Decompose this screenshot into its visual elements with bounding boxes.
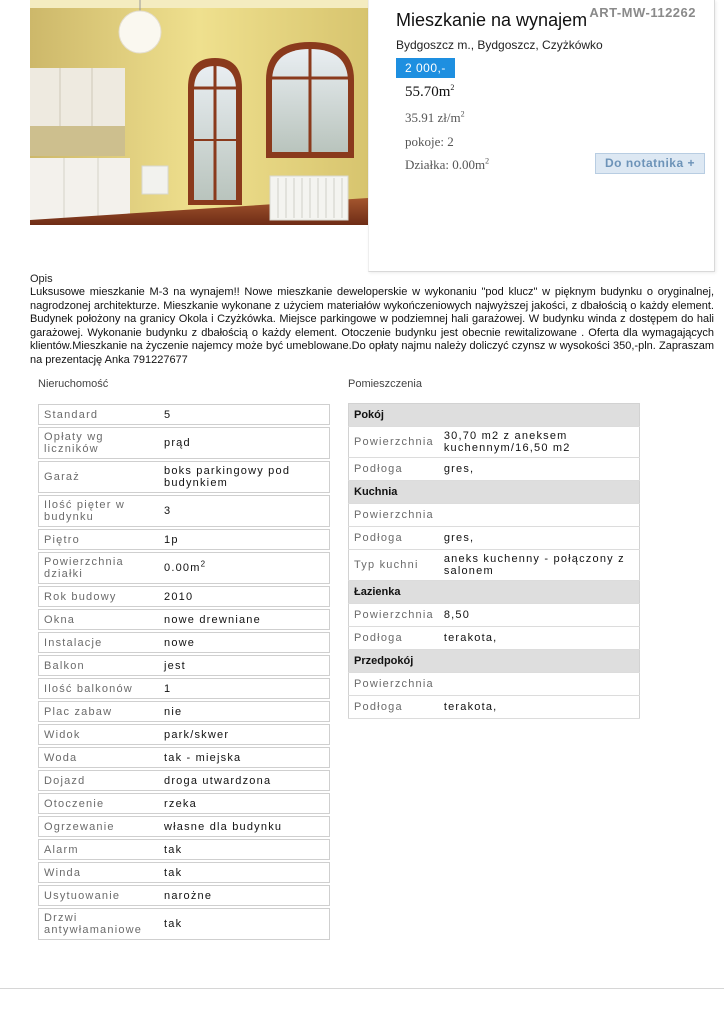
room-attribute-key: Podłoga xyxy=(349,627,439,650)
property-value xyxy=(159,678,330,699)
table-row xyxy=(349,627,640,650)
table-row xyxy=(38,747,330,768)
listing-summary-card xyxy=(368,0,715,272)
listing-area-value: 55.70m xyxy=(405,84,451,100)
room-attribute-value: gres, xyxy=(439,458,640,481)
room-attribute-value xyxy=(439,504,640,527)
property-value xyxy=(159,552,330,584)
room-attribute-key: Typ kuchni xyxy=(349,550,439,581)
room-attribute-key: Podłoga xyxy=(349,527,439,550)
property-key: Okna xyxy=(38,609,159,630)
rooms-details-table xyxy=(348,403,640,719)
property-value xyxy=(159,632,330,653)
rooms-count: pokoje: 2 xyxy=(405,134,454,149)
table-row xyxy=(38,816,330,837)
property-value xyxy=(159,839,330,860)
table-row xyxy=(38,461,330,493)
room-group-header xyxy=(349,581,640,604)
table-row xyxy=(349,550,640,581)
property-key: Dojazd xyxy=(38,770,159,791)
property-value-text: droga utwardzona xyxy=(164,774,272,787)
price-per-m2-value: 35.91 zł/m xyxy=(405,110,461,125)
room-group-header xyxy=(349,650,640,673)
property-value-text: tak xyxy=(164,918,183,930)
room-attribute-value: aneks kuchenny - połączony z salonem xyxy=(439,550,640,581)
apartment-photo[interactable] xyxy=(30,0,368,225)
property-key: Drzwi antywłamaniowe xyxy=(38,908,159,940)
room-attribute-key: Podłoga xyxy=(349,696,439,719)
property-value xyxy=(159,495,330,527)
property-details-table xyxy=(38,402,330,942)
property-value-text: jest xyxy=(164,659,186,672)
property-key: Woda xyxy=(38,747,159,768)
table-row xyxy=(38,586,330,607)
room-group-name: Przedpokój xyxy=(349,650,640,673)
table-row xyxy=(38,701,330,722)
property-value xyxy=(159,655,330,676)
property-value-exponent: 2 xyxy=(200,559,207,569)
add-to-notebook-button[interactable]: Do notatnika + xyxy=(595,153,705,174)
table-row xyxy=(38,885,330,906)
apartment-photo-image xyxy=(30,0,368,225)
property-key: Opłaty wg liczników xyxy=(38,427,159,459)
table-row xyxy=(38,839,330,860)
property-key: Balkon xyxy=(38,655,159,676)
room-attribute-key: Powierzchnia xyxy=(349,504,439,527)
property-key: Rok budowy xyxy=(38,586,159,607)
property-value-text: rzeka xyxy=(164,797,197,810)
price-per-m2-exponent: 2 xyxy=(460,109,465,119)
listing-location: Bydgoszcz m., Bydgoszcz, Czyżkówko xyxy=(396,38,603,52)
room-group-header xyxy=(349,481,640,504)
property-key: Standard xyxy=(38,404,159,425)
table-row xyxy=(38,609,330,630)
listing-area-exponent: 2 xyxy=(450,83,455,92)
description-label: Opis xyxy=(30,273,53,285)
room-group-name: Pokój xyxy=(349,404,640,427)
table-row xyxy=(349,504,640,527)
property-value-text: 0.00m xyxy=(164,562,201,574)
rooms-section-label: Pomieszczenia xyxy=(348,378,422,390)
room-attribute-key: Powierzchnia xyxy=(349,673,439,696)
plot-area-exponent: 2 xyxy=(485,156,490,166)
property-key: Winda xyxy=(38,862,159,883)
plot-area xyxy=(405,157,489,173)
table-row xyxy=(38,908,330,940)
property-key: Garaż xyxy=(38,461,159,493)
room-attribute-value: terakota, xyxy=(439,696,640,719)
room-attribute-key: Powierzchnia xyxy=(349,427,439,458)
property-key: Ilość pięter w budynku xyxy=(38,495,159,527)
property-value xyxy=(159,816,330,837)
table-row xyxy=(349,427,640,458)
property-key: Alarm xyxy=(38,839,159,860)
listing-area xyxy=(405,84,454,101)
property-value xyxy=(159,885,330,906)
property-value-text: 5 xyxy=(164,408,172,421)
table-row xyxy=(38,793,330,814)
listing-title: Mieszkanie na wynajem xyxy=(396,10,588,30)
property-value-text: 1 xyxy=(164,682,172,695)
property-value xyxy=(159,793,330,814)
table-row xyxy=(38,862,330,883)
table-row xyxy=(38,724,330,745)
property-key: Plac zabaw xyxy=(38,701,159,722)
footer-divider xyxy=(0,988,724,989)
property-key: Instalacje xyxy=(38,632,159,653)
property-value-text: prąd xyxy=(164,437,191,449)
property-value xyxy=(159,701,330,722)
property-value-text: tak xyxy=(164,866,183,879)
listing-reference-number: ART-MW-112262 xyxy=(589,5,696,20)
property-key: Otoczenie xyxy=(38,793,159,814)
property-key: Ogrzewanie xyxy=(38,816,159,837)
property-value xyxy=(159,747,330,768)
room-group-name: Kuchnia xyxy=(349,481,640,504)
table-row xyxy=(349,527,640,550)
room-attribute-value xyxy=(439,673,640,696)
table-row xyxy=(38,427,330,459)
table-row xyxy=(349,458,640,481)
property-value-text: 2010 xyxy=(164,590,194,603)
table-row xyxy=(38,678,330,699)
property-value xyxy=(159,529,330,550)
property-value-text: tak - miejska xyxy=(164,751,242,764)
property-value xyxy=(159,427,330,459)
room-attribute-value: gres, xyxy=(439,527,640,550)
property-key: Powierzchnia działki xyxy=(38,552,159,584)
property-value-text: własne dla budynku xyxy=(164,820,283,833)
property-value-text: 1p xyxy=(164,533,179,546)
property-value xyxy=(159,586,330,607)
property-value-text: 3 xyxy=(164,505,172,517)
table-row xyxy=(38,552,330,584)
property-value xyxy=(159,862,330,883)
description-text: Luksusowe mieszkanie M-3 na wynajem!! Nowe mieszkanie deweloperskie w wykonaniu "pod klucz" w pięknym budynku o oryginalnej, nagrodzonej architekturze. Mieszkanie wykonane z użyciem materiałów wykończeniowych najwyższej jakości, z dbałością o każdy element. Budynek położony na granicy Okola i Czyżkówka. Miejsce parkingowe w podziemnej hali garażowej. W budynku winda z dostępem do hali garażowej. Wykonanie budynku z dbałością o każdy element. Otoczenie budynku jest obecnie rewitalizowane . Oferta dla wymagających klientów.Mieszkanie na życzenie najemcy może być umeblowane.Do opłaty najmu należy doliczyć czynsz w wysokości 350,-pln. Zapraszam na prezentację Anka 791227677 xyxy=(30,286,714,366)
table-row xyxy=(38,770,330,791)
property-value xyxy=(159,770,330,791)
property-value-text: tak xyxy=(164,843,183,856)
property-value-text: park/skwer xyxy=(164,728,230,741)
room-group-header xyxy=(349,404,640,427)
table-row xyxy=(38,632,330,653)
property-value xyxy=(159,724,330,745)
room-attribute-value: terakota, xyxy=(439,627,640,650)
property-value-text: nie xyxy=(164,705,183,718)
property-key: Usytuowanie xyxy=(38,885,159,906)
plot-area-value: Działka: 0.00m xyxy=(405,157,486,172)
table-row xyxy=(38,404,330,425)
table-row xyxy=(349,673,640,696)
room-attribute-key: Podłoga xyxy=(349,458,439,481)
table-row xyxy=(38,655,330,676)
property-value xyxy=(159,609,330,630)
property-key: Piętro xyxy=(38,529,159,550)
room-attribute-key: Powierzchnia xyxy=(349,604,439,627)
property-value xyxy=(159,404,330,425)
table-row xyxy=(38,529,330,550)
property-section-label: Nieruchomość xyxy=(38,378,109,390)
property-value-text: narożne xyxy=(164,889,213,902)
property-value-text: nowe drewniane xyxy=(164,613,261,626)
property-value xyxy=(159,908,330,940)
room-attribute-value: 8,50 xyxy=(439,604,640,627)
table-row xyxy=(349,696,640,719)
table-row xyxy=(349,604,640,627)
property-value-text: boks parkingowy pod budynkiem xyxy=(164,465,291,489)
property-key: Ilość balkonów xyxy=(38,678,159,699)
table-row xyxy=(38,495,330,527)
room-group-name: Łazienka xyxy=(349,581,640,604)
room-attribute-value: 30,70 m2 z aneksem kuchennym/16,50 m2 xyxy=(439,427,640,458)
property-value-text: nowe xyxy=(164,636,196,649)
price-badge: 2 000,- xyxy=(396,58,455,78)
property-key: Widok xyxy=(38,724,159,745)
price-per-m2 xyxy=(405,110,465,126)
property-value xyxy=(159,461,330,493)
